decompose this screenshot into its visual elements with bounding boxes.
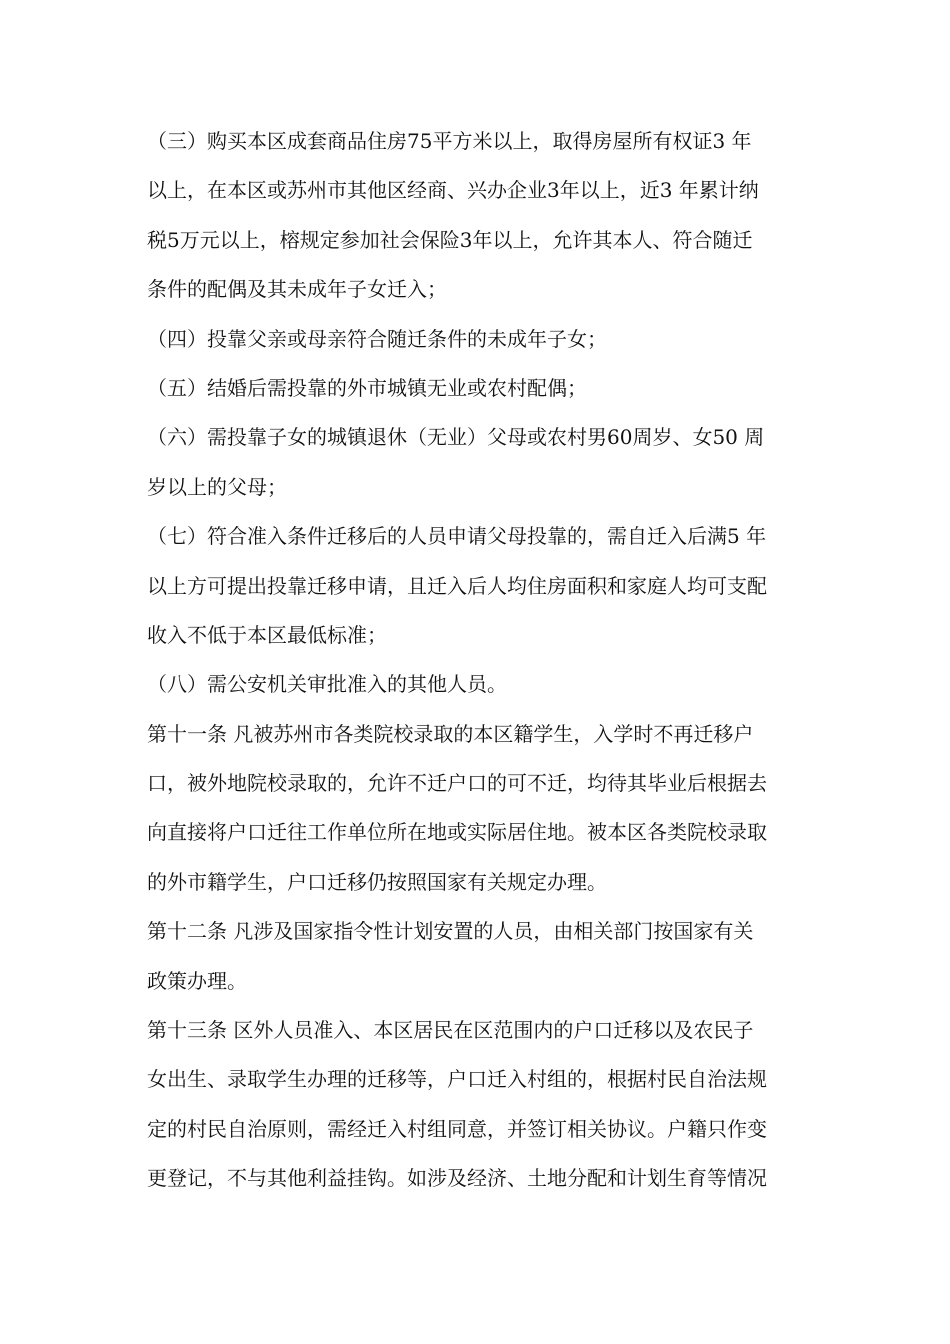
text-line: 条件的配偶及其未成年子女迁入；: [147, 277, 447, 302]
text-line: 以上方可提出投靠迁移申请，且迁入后人均住房面积和家庭人均可支配: [147, 573, 767, 598]
text-line: （三）购买本区成套商品住房75平方米以上，取得房屋所有权证3 年: [147, 129, 752, 153]
text-line: 的外市籍学生，户口迁移仍按照国家有关规定办理。: [147, 869, 607, 894]
text-line: 以上，在本区或苏州市其他区经商、兴办企业3年以上，近3 年累计纳: [147, 178, 759, 203]
text-line: 收入不低于本区最低标准；: [147, 622, 387, 647]
text-line: 向直接将户口迁往工作单位所在地或实际居住地。被本区各类院校录取: [147, 820, 767, 845]
text-line: （四）投靠父亲或母亲符合随迁条件的未成年子女；: [147, 326, 607, 351]
text-line: 岁以上的父母；: [147, 474, 287, 499]
text-line: 第十一条 凡被苏州市各类院校录取的本区籍学生，入学时不再迁移户: [147, 721, 754, 746]
text-line: 税5万元以上，榕规定参加社会保险3年以上，允许其本人、符合随迁: [147, 227, 753, 252]
text-line: （七）符合准入条件迁移后的人员申请父母投靠的，需自迁入后满5 年: [147, 524, 767, 549]
text-line: 女出生、录取学生办理的迁移等，户口迁入村组的，根据村民自治法规: [147, 1067, 767, 1092]
text-line: 口，被外地院校录取的，允许不迁户口的可不迁，均待其毕业后根据去: [147, 771, 767, 796]
text-line: 第十二条 凡涉及国家指令性计划安置的人员，由相关部门按国家有关: [147, 919, 754, 944]
text-line: （五）结婚后需投靠的外市城镇无业或农村配偶；: [147, 375, 587, 400]
text-line: （六）需投靠子女的城镇退休（无业）父母或农村男60周岁、女50 周: [147, 425, 765, 450]
text-line: （八）需公安机关审批准入的其他人员。: [147, 672, 507, 697]
text-line: 定的村民自治原则，需经迁入村组同意，并签订相关协议。户籍只作变: [147, 1116, 767, 1141]
document-body: [147, 117, 807, 1204]
text-line: 更登记，不与其他利益挂钩。如涉及经济、土地分配和计划生育等情况: [147, 1166, 767, 1191]
text-line: 第十三条 区外人员准入、本区居民在区范围内的户口迁移以及农民子: [147, 1018, 754, 1043]
text-line: 政策办理。: [147, 968, 247, 993]
